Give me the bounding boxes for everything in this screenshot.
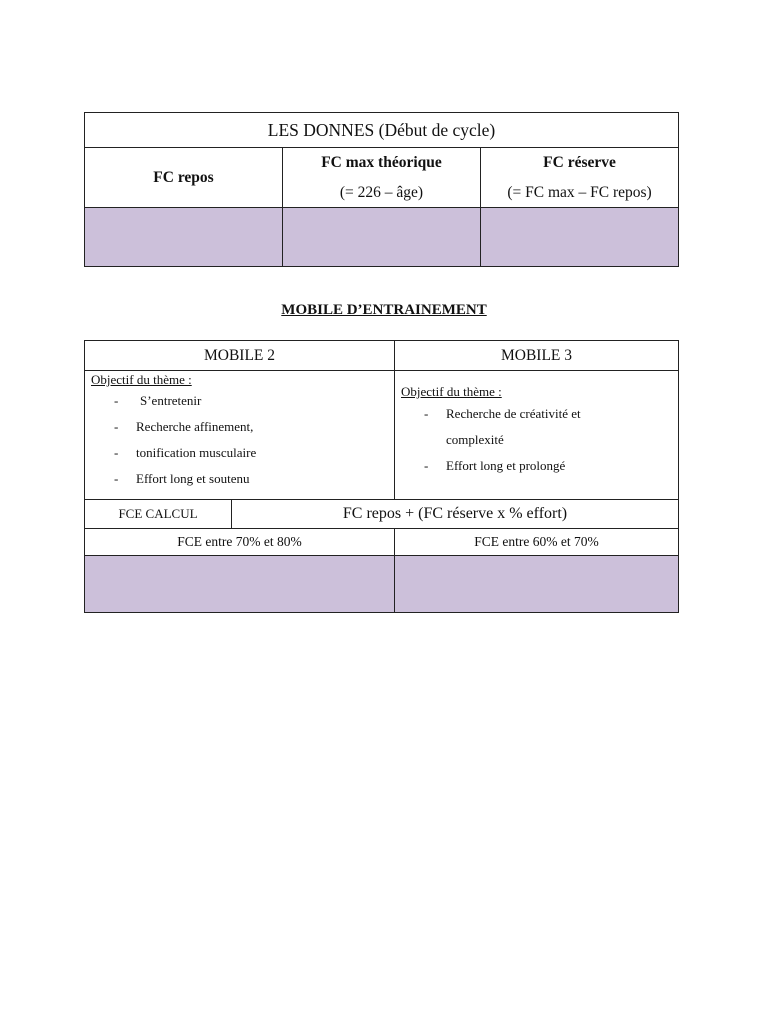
list-dash: - xyxy=(424,458,429,473)
list-item: - tonification musculaire xyxy=(91,440,388,466)
list-dash: - xyxy=(114,419,119,434)
mobile-3-fce-input-cell[interactable] xyxy=(395,556,679,613)
list-item: - S’entretenir xyxy=(91,388,388,414)
fc-max-input-cell[interactable] xyxy=(283,208,481,267)
mobile-2-fce-input-cell[interactable] xyxy=(85,556,395,613)
list-dash: - xyxy=(114,471,119,486)
fc-reserve-label: FC réserve xyxy=(543,153,616,171)
fc-repos-label: FC repos xyxy=(153,168,214,186)
donnees-table xyxy=(84,112,679,267)
mobile-2-objective-list xyxy=(91,388,388,492)
mobile-2-header: MOBILE 2 xyxy=(85,341,395,371)
mobile-2-fce-range: FCE entre 70% et 80% xyxy=(85,529,395,556)
mobile-2-objectives xyxy=(85,371,395,500)
list-item: - Effort long et prolongé xyxy=(401,453,672,479)
fc-max-header xyxy=(283,148,481,208)
mobile-2-objective-label: Objectif du thème : xyxy=(91,372,192,387)
list-item: - Recherche affinement, xyxy=(91,414,388,440)
mobile-3-fce-range: FCE entre 60% et 70% xyxy=(395,529,679,556)
fc-max-label: FC max théorique xyxy=(321,153,442,171)
mobile-3-objectives xyxy=(395,371,679,500)
mobile-3-header: MOBILE 3 xyxy=(395,341,679,371)
donnees-title: LES DONNES (Début de cycle) xyxy=(85,113,679,148)
fc-max-formula: (= 226 – âge) xyxy=(339,183,424,201)
fce-calcul-label: FCE CALCUL xyxy=(85,500,232,529)
section-heading: MOBILE D’ENTRAINEMENT xyxy=(281,302,487,318)
list-item: - Recherche de créativité et xyxy=(401,401,672,427)
list-dash: - xyxy=(114,445,119,460)
list-item: complexité xyxy=(446,432,504,447)
mobile-table xyxy=(84,340,679,613)
mobile-3-objective-list xyxy=(401,401,672,479)
fc-reserve-formula: (= FC max – FC repos) xyxy=(507,183,652,201)
fce-calcul-formula: FC repos + (FC réserve x % effort) xyxy=(232,500,679,529)
fc-repos-header xyxy=(85,148,283,208)
mobile-3-objective-label: Objectif du thème : xyxy=(401,384,502,399)
list-item: - Effort long et soutenu xyxy=(91,466,388,492)
fc-reserve-header xyxy=(481,148,679,208)
fc-repos-input-cell[interactable] xyxy=(85,208,283,267)
list-dash: - xyxy=(114,393,119,408)
list-dash: - xyxy=(424,406,429,421)
fc-reserve-input-cell[interactable] xyxy=(481,208,679,267)
